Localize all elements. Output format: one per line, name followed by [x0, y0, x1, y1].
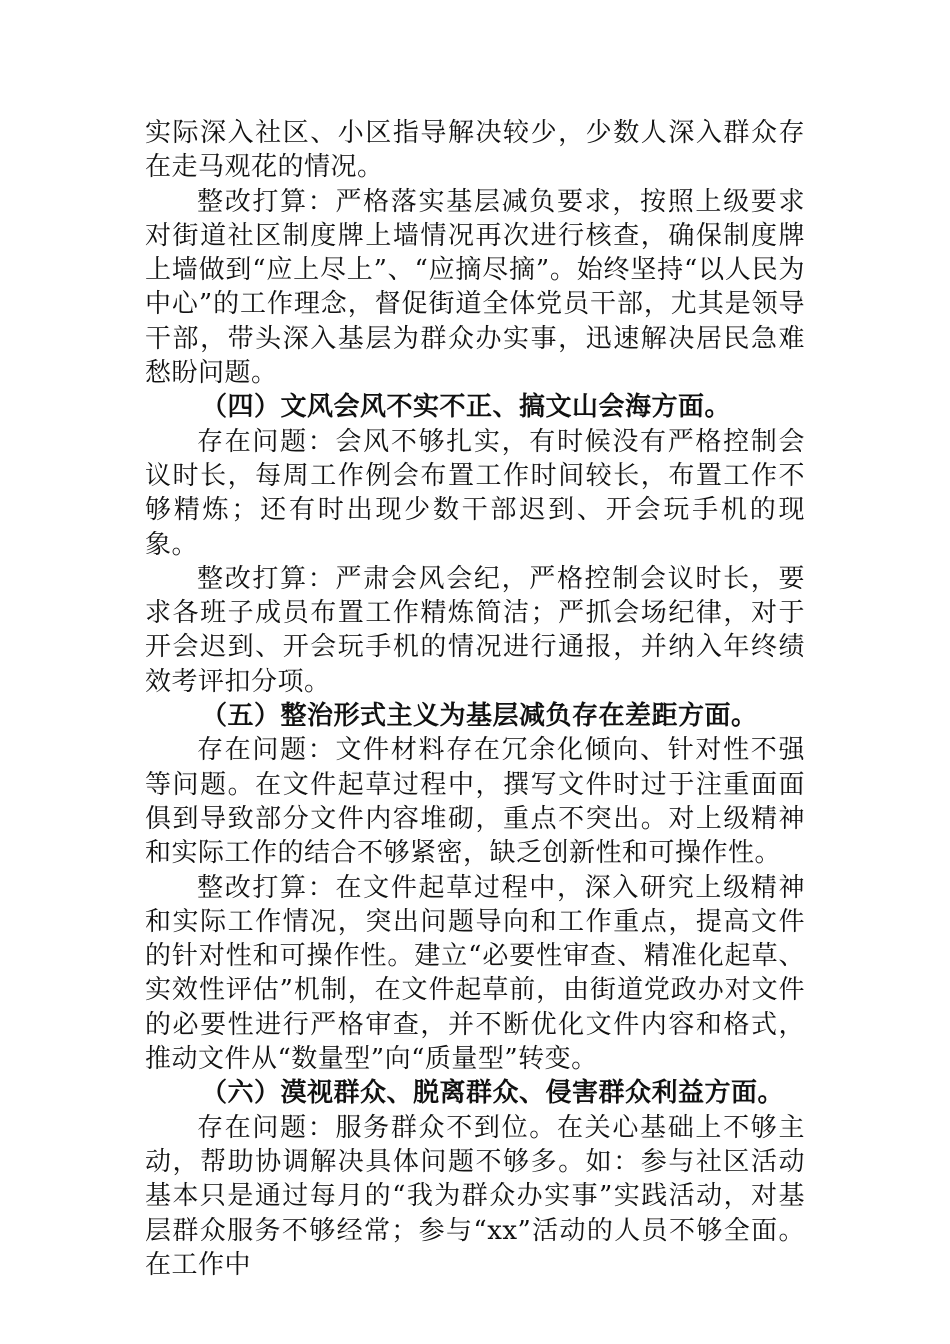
- section-heading: （四）文风会风不实不正、搞文山会海方面。: [201, 392, 732, 423]
- paragraph: 整改打算：严肃会风会纪，严格控制会议时长，要求各班子成员布置工作精炼简洁；严抓会场纪律，对于开会迟到、开会玩手机的情况进行通报，并纳入年终绩效考评扣分项。: [145, 563, 805, 697]
- paragraph: 存在问题：服务群众不到位。在关心基础上不够主动，帮助协调解决具体问题不够多。如：参与社区活动基本只是通过每月的“我为群众办实事”实践活动，对基层群众服务不够经常；参与“xx”活动的人员不够全面。在工作中: [145, 1112, 805, 1280]
- section-heading: （六）漠视群众、脱离群众、侵害群众利益方面。: [201, 1078, 785, 1109]
- document-body: [145, 116, 805, 1282]
- paragraph: 整改打算：在文件起草过程中，深入研究上级精神和实际工作情况，突出问题导向和工作重点，提高文件的针对性和可操作性。建立“必要性审查、精准化起草、实效性评估”机制，在文件起草前，由街道党政办对文件的必要性进行严格审查，并不断优化文件内容和格式，推动文件从“数量型”向“质量型”转变。: [145, 872, 805, 1075]
- section-heading: （五）整治形式主义为基层减负存在差距方面。: [201, 701, 758, 732]
- paragraph: 存在问题：文件材料存在冗余化倾向、针对性不强等问题。在文件起草过程中，撰写文件时过于注重面面俱到导致部分文件内容堆砌，重点不突出。对上级精神和实际工作的结合不够紧密，缺乏创新性和可操作性。: [145, 735, 805, 869]
- paragraph: 整改打算：严格落实基层减负要求，按照上级要求对街道社区制度牌上墙情况再次进行核查，确保制度牌上墙做到“应上尽上”、“应摘尽摘”。始终坚持“以人民为中心”的工作理念，督促街道全体党员干部，尤其是领导干部，带头深入基层为群众办实事，迅速解决居民急难愁盼问题。: [145, 186, 805, 389]
- paragraph: 存在问题：会风不够扎实，有时候没有严格控制会议时长，每周工作例会布置工作时间较长，布置工作不够精炼；还有时出现少数干部迟到、开会玩手机的现象。: [145, 426, 805, 560]
- paragraph: 实际深入社区、小区指导解决较少，少数人深入群众存在走马观花的情况。: [145, 118, 805, 183]
